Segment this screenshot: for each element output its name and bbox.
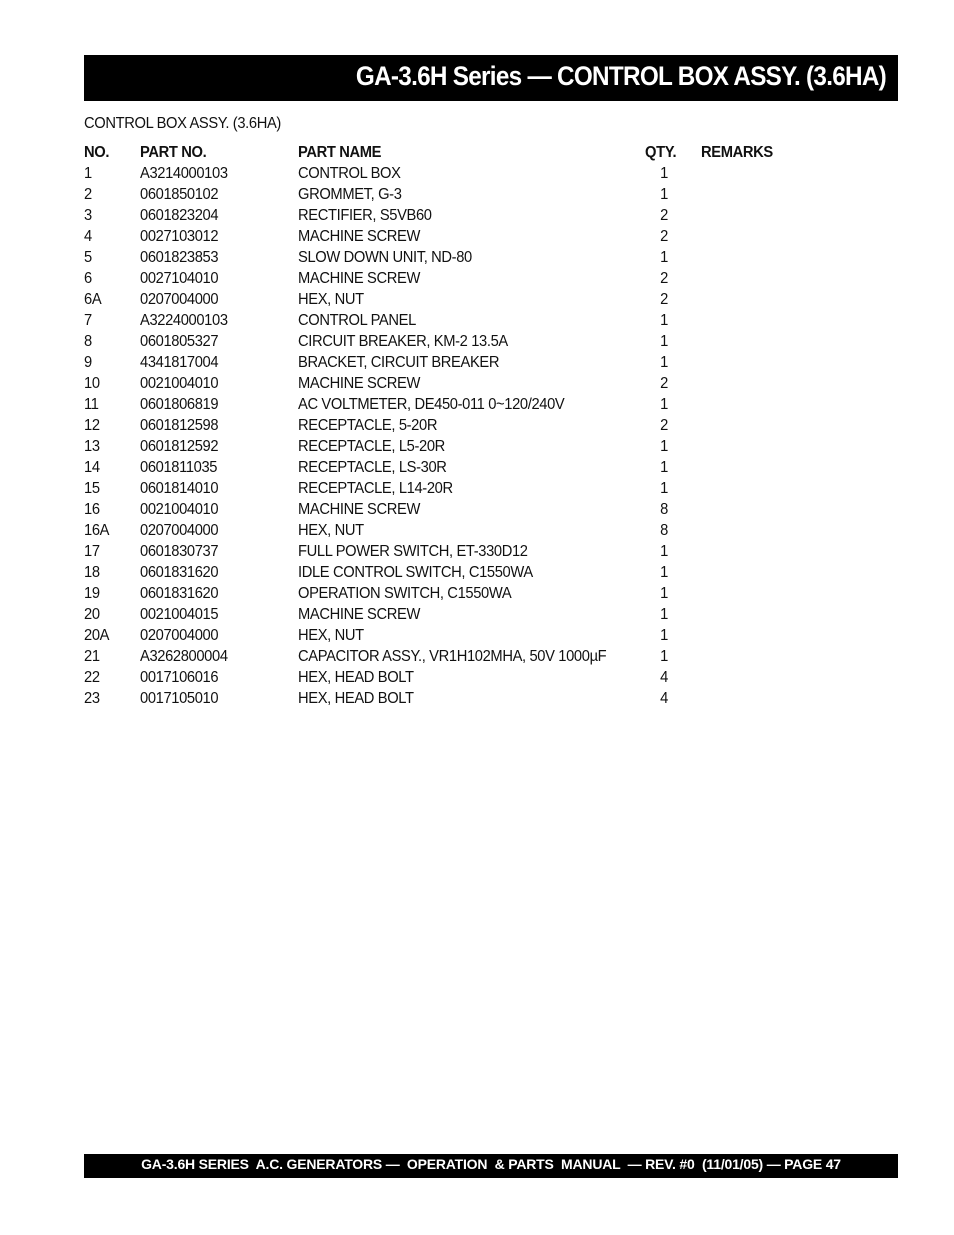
row-part-name: SLOW DOWN UNIT, ND-80	[298, 249, 472, 266]
row-no: 2	[84, 186, 92, 203]
row-qty: 2	[660, 375, 668, 392]
row-part-no: 0027104010	[140, 270, 219, 287]
row-part-name: CONTROL PANEL	[298, 312, 416, 329]
row-part-name: OPERATION SWITCH, C1550WA	[298, 585, 512, 602]
row-no: 11	[84, 396, 99, 413]
row-part-name: HEX, HEAD BOLT	[298, 669, 414, 686]
row-qty: 2	[660, 228, 668, 245]
row-part-no: 0601812598	[140, 417, 219, 434]
row-part-name: MACHINE SCREW	[298, 228, 420, 245]
row-part-name: CIRCUIT BREAKER, KM-2 13.5A	[298, 333, 508, 350]
table-row	[84, 520, 804, 541]
row-no: 23	[84, 690, 100, 707]
row-qty: 1	[660, 627, 668, 644]
table-body	[84, 163, 804, 709]
row-part-name: IDLE CONTROL SWITCH, C1550WA	[298, 564, 533, 581]
table-row	[84, 226, 804, 247]
row-no: 10	[84, 375, 100, 392]
row-qty: 2	[660, 291, 668, 308]
row-part-no: 0601831620	[140, 564, 219, 581]
table-row	[84, 310, 804, 331]
row-qty: 1	[660, 480, 668, 497]
row-no: 18	[84, 564, 100, 581]
row-part-name: RECEPTACLE, L14-20R	[298, 480, 453, 497]
table-row	[84, 205, 804, 226]
table-row	[84, 394, 804, 415]
footer-text: GA-3.6H SERIES A.C. GENERATORS — OPERATION & PARTS MANUAL — REV. #0 (11/01/05) — PAGE 47	[141, 1156, 841, 1172]
row-no: 12	[84, 417, 100, 434]
table-row	[84, 352, 804, 373]
row-no: 3	[84, 207, 92, 224]
row-qty: 1	[660, 543, 668, 560]
row-part-no: A3214000103	[140, 165, 228, 182]
row-no: 9	[84, 354, 92, 371]
row-part-no: 0021004010	[140, 501, 219, 518]
row-no: 6A	[84, 291, 102, 308]
row-part-name: MACHINE SCREW	[298, 606, 420, 623]
row-part-no: 0027103012	[140, 228, 219, 245]
row-no: 19	[84, 585, 100, 602]
row-part-name: MACHINE SCREW	[298, 375, 420, 392]
row-qty: 1	[660, 585, 668, 602]
table-row	[84, 478, 804, 499]
table-row	[84, 688, 804, 709]
row-part-name: GROMMET, G-3	[298, 186, 402, 203]
row-part-no: 0021004015	[140, 606, 219, 623]
row-part-no: 0601806819	[140, 396, 219, 413]
row-no: 22	[84, 669, 100, 686]
row-part-name: HEX, HEAD BOLT	[298, 690, 414, 707]
row-qty: 4	[660, 669, 668, 686]
row-no: 5	[84, 249, 92, 266]
table-row	[84, 583, 804, 604]
row-part-no: 0601830737	[140, 543, 219, 560]
table-header-row	[84, 142, 804, 163]
row-qty: 1	[660, 312, 668, 329]
column-header-part-no: PART NO.	[140, 144, 207, 161]
row-no: 21	[84, 648, 100, 665]
table-row	[84, 247, 804, 268]
parts-table	[84, 142, 804, 709]
row-qty: 8	[660, 501, 668, 518]
section-label: CONTROL BOX ASSY. (3.6HA)	[84, 115, 281, 132]
row-qty: 1	[660, 438, 668, 455]
table-row	[84, 268, 804, 289]
row-qty: 1	[660, 165, 668, 182]
row-part-no: 0207004000	[140, 627, 219, 644]
table-row	[84, 436, 804, 457]
row-part-no: 0017105010	[140, 690, 219, 707]
row-no: 17	[84, 543, 100, 560]
row-part-no: 0207004000	[140, 522, 219, 539]
row-part-no: 0601811035	[140, 459, 218, 476]
row-part-no: 0601831620	[140, 585, 219, 602]
row-part-name: RECEPTACLE, L5-20R	[298, 438, 445, 455]
row-no: 4	[84, 228, 92, 245]
row-part-no: 0021004010	[140, 375, 219, 392]
table-row	[84, 646, 804, 667]
row-no: 20	[84, 606, 100, 623]
table-row	[84, 289, 804, 310]
table-row	[84, 667, 804, 688]
row-no: 15	[84, 480, 100, 497]
row-part-name: RECEPTACLE, LS-30R	[298, 459, 447, 476]
table-row	[84, 625, 804, 646]
column-header-remarks: REMARKS	[701, 144, 773, 161]
row-no: 20A	[84, 627, 110, 644]
table-row	[84, 331, 804, 352]
row-part-name: RECEPTACLE, 5-20R	[298, 417, 438, 434]
row-part-no: 0601805327	[140, 333, 219, 350]
row-part-name: MACHINE SCREW	[298, 270, 420, 287]
table-row	[84, 541, 804, 562]
row-part-no: 0601850102	[140, 186, 219, 203]
row-qty: 2	[660, 207, 668, 224]
row-no: 1	[84, 165, 92, 182]
footer-bar	[84, 1154, 898, 1178]
row-part-no: 4341817004	[140, 354, 219, 371]
row-no: 6	[84, 270, 92, 287]
row-qty: 1	[660, 564, 668, 581]
row-qty: 1	[660, 606, 668, 623]
page-title: GA-3.6H Series — CONTROL BOX ASSY. (3.6HA)	[355, 61, 886, 91]
row-part-name: FULL POWER SWITCH, ET-330D12	[298, 543, 528, 560]
row-no: 7	[84, 312, 92, 329]
row-no: 16A	[84, 522, 110, 539]
row-part-name: CONTROL BOX	[298, 165, 401, 182]
table-row	[84, 184, 804, 205]
row-qty: 1	[660, 333, 668, 350]
row-part-name: HEX, NUT	[298, 627, 364, 644]
row-qty: 8	[660, 522, 668, 539]
row-part-name: BRACKET, CIRCUIT BREAKER	[298, 354, 500, 371]
row-no: 8	[84, 333, 92, 350]
row-no: 13	[84, 438, 100, 455]
row-qty: 2	[660, 417, 668, 434]
table-row	[84, 499, 804, 520]
row-part-name: HEX, NUT	[298, 522, 364, 539]
row-qty: 1	[660, 648, 668, 665]
row-qty: 1	[660, 249, 668, 266]
row-qty: 4	[660, 690, 668, 707]
row-part-no: A3224000103	[140, 312, 228, 329]
column-header-no: NO.	[84, 144, 110, 161]
row-no: 16	[84, 501, 100, 518]
row-part-name: CAPACITOR ASSY., VR1H102MHA, 50V 1000µF	[298, 648, 607, 665]
row-qty: 1	[660, 396, 668, 413]
row-part-name: RECTIFIER, S5VB60	[298, 207, 432, 224]
row-part-no: 0601814010	[140, 480, 219, 497]
row-no: 14	[84, 459, 100, 476]
table-row	[84, 457, 804, 478]
row-part-no: 0017106016	[140, 669, 219, 686]
row-part-no: 0601823853	[140, 249, 219, 266]
row-part-name: HEX, NUT	[298, 291, 364, 308]
row-part-no: 0207004000	[140, 291, 219, 308]
row-part-no: A3262800004	[140, 648, 228, 665]
row-part-no: 0601823204	[140, 207, 219, 224]
table-row	[84, 604, 804, 625]
row-qty: 1	[660, 459, 668, 476]
row-part-name: AC VOLTMETER, DE450-011 0~120/240V	[298, 396, 565, 413]
column-header-qty: QTY.	[645, 144, 677, 161]
column-header-part-name: PART NAME	[298, 144, 382, 161]
table-row	[84, 562, 804, 583]
table-row	[84, 415, 804, 436]
row-qty: 1	[660, 186, 668, 203]
title-bar	[84, 55, 898, 101]
table-row	[84, 373, 804, 394]
row-qty: 2	[660, 270, 668, 287]
row-qty: 1	[660, 354, 668, 371]
row-part-name: MACHINE SCREW	[298, 501, 420, 518]
table-row	[84, 163, 804, 184]
row-part-no: 0601812592	[140, 438, 219, 455]
